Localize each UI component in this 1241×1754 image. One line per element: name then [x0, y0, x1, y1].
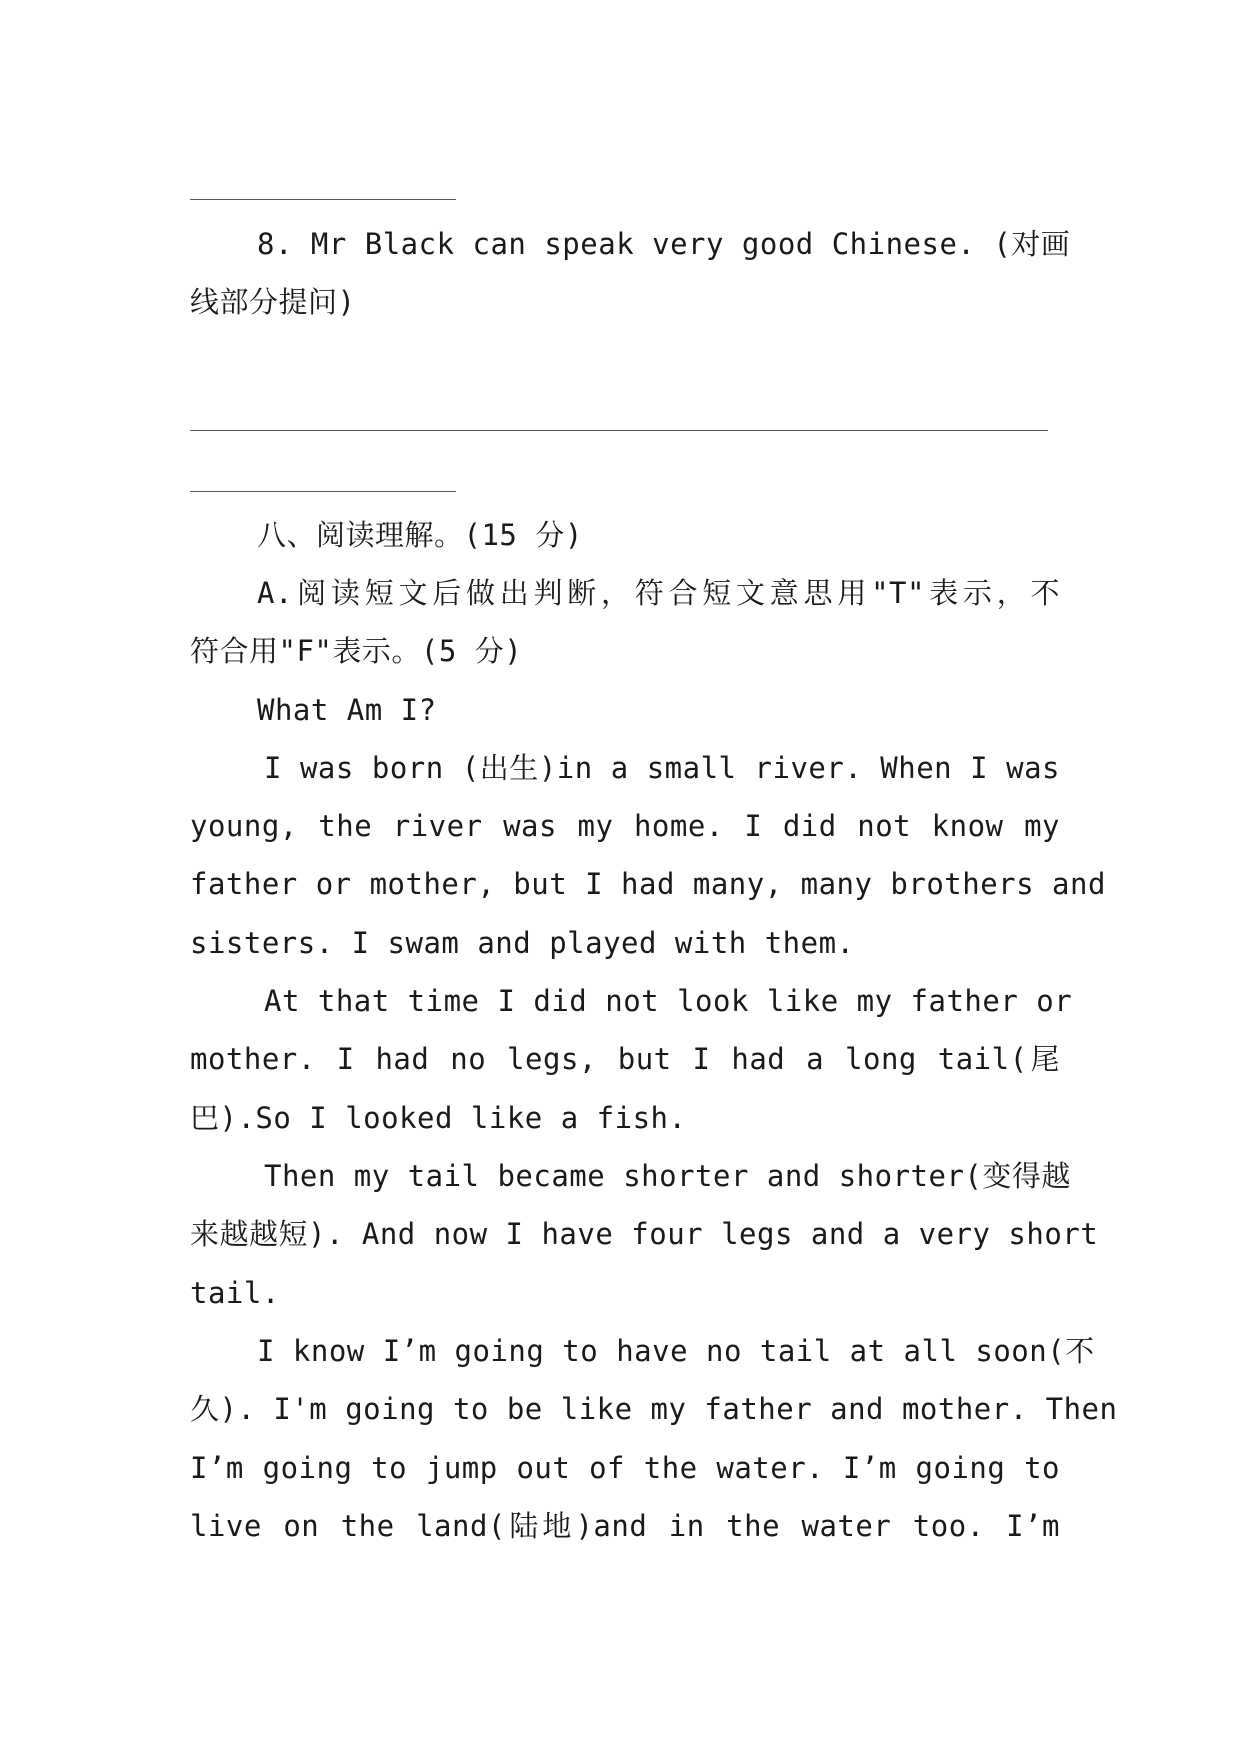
- passage-line: tail.: [190, 1276, 280, 1310]
- passage-title: What Am I?: [257, 693, 437, 727]
- passage-line: sisters. I swam and played with them.: [190, 926, 855, 960]
- passage-line: young, the river was my home. I did not know my: [190, 809, 1060, 843]
- answer-line: [190, 199, 456, 200]
- passage-line: 巴).So I looked like a fish.: [190, 1101, 687, 1135]
- question-8-line-1: 8. Mr Black can speak very good Chinese. (对画: [257, 227, 1071, 261]
- passage-line: At that time I did not look like my father or: [264, 984, 1073, 1018]
- instruction-line-2: 符合用"F"表示。(5 分): [190, 634, 523, 668]
- passage-line: I was born (出生)in a small river. When I was: [264, 751, 1060, 785]
- answer-line: [190, 491, 456, 492]
- passage-line: 来越越短). And now I have four legs and a very short: [190, 1217, 1099, 1251]
- section-heading: 八、阅读理解。(15 分): [257, 518, 583, 552]
- passage-line: Then my tail became shorter and shorter(变得越: [264, 1159, 1071, 1193]
- passage-line: 久). I'm going to be like my father and mother. Then: [190, 1392, 1118, 1426]
- answer-line: [190, 430, 1048, 431]
- passage-line: live on the land(陆地)and in the water too. I’m: [190, 1509, 1060, 1543]
- passage-line: mother. I had no legs, but I had a long tail(尾: [190, 1042, 1060, 1076]
- passage-line: I’m going to jump out of the water. I’m going to: [190, 1451, 1060, 1485]
- passage-line: father or mother, but I had many, many brothers and: [190, 867, 1106, 901]
- passage-line: I know I’m going to have no tail at all soon(不: [257, 1334, 1095, 1368]
- instruction-line-1: A.阅读短文后做出判断，符合短文意思用"T"表示，不: [257, 576, 1060, 610]
- question-8-line-2: 线部分提问): [190, 285, 356, 319]
